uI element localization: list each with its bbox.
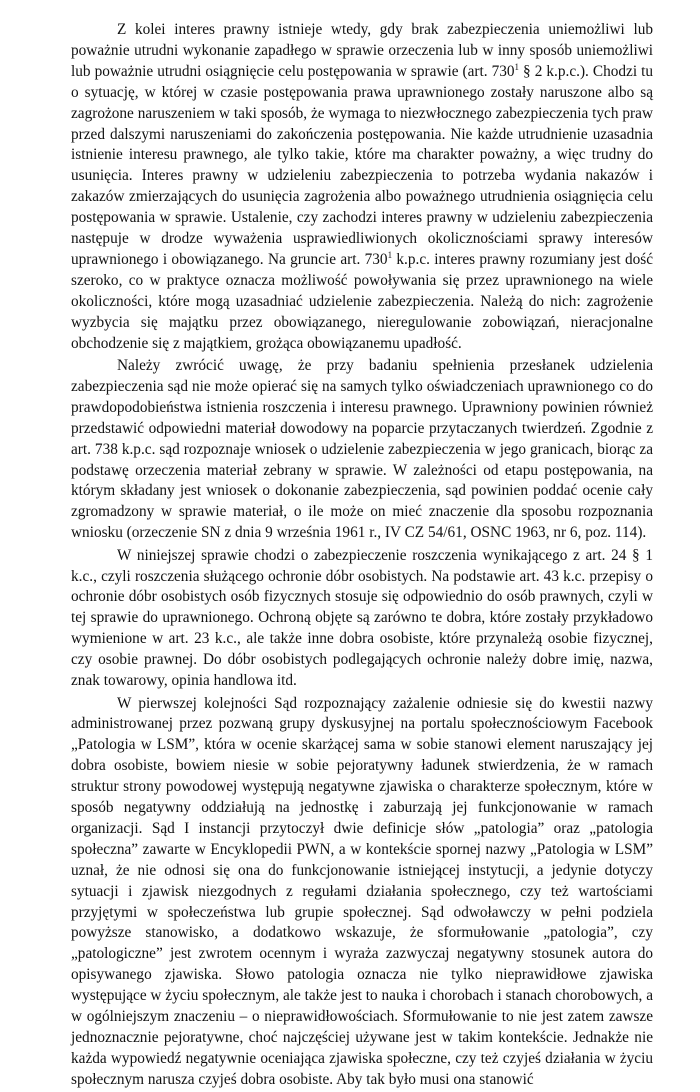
paragraph-2 bbox=[71, 356, 653, 544]
text-run: k.p.c. interes prawny rozumiany jest dość szeroko, co w praktyce oznacza możliwość powoływania się przez uprawnionego na wiele okoliczności, które mogą uzasadniać udzielenie zabezpieczenia. Należą do nich: zagrożenie wyzbycia się majątku przez obowiązanego, nieregulowanie zobowiązań, nieracjonalne obchodzenie się z majątkiem, grożąca obowiązanemu upadłość. bbox=[71, 250, 653, 352]
document-body bbox=[71, 20, 653, 1092]
superscript-number: 1 bbox=[514, 61, 520, 72]
paragraph-3 bbox=[71, 546, 653, 692]
text-run: W pierwszej kolejności Sąd rozpoznający zażalenie odniesie się do kwestii nazwy administrowanej przez pozwaną grupy dyskusyjnej na portalu społecznościowym Facebook „Patologia w LSM”, która w ocenie skarżącej sama w sobie stanowi element naruszający jej dobra osobiste, bowiem niesie w sobie pejoratywny ładunek stwierdzenia, że w ramach struktur strony powodowej występują negatywne zjawiska o charakterze społecznym, które w sposób negatywny oddziałują na jednostkę i zaburzają jej funkcjonowanie w ramach organizacji. Sąd I instancji przytoczył dwie definicje słów „patologia” oraz „patologia społeczna” zawarte w Encyklopedii PWN, a w kontekście spornej nazwy „Patologia w LSM” uznał, że nie odnosi się ona do funkcjonowanie istniejącej instytucji, a jedynie dotyczy sytuacji i zjawisk niezgodnych z regułami działania społecznego, czy też wartościami przyjętymi w społeczeństwa lub grupie społecznej. Sąd odwoławczy w pełni podziela powyższe stanowisko, a dodatkowo wskazuje, że sformułowanie „patologia”, czy „patologiczne” jest zwrotem ocennym i wyraża zazwyczaj negatywny stosunek autora do opisywanego zjawiska. Słowo patologia oznacza nie tylko nieprawidłowe zjawiska występujące w życiu społecznym, ale także jest to nauka i chorobach i stanach chorobowych, a w ogólniejszym znaczeniu – o nieprawidłowościach. Sformułowanie to nie jest zatem zawsze jednoznacznie pejoratywne, choć najczęściej używane jest w takim kontekście. Jednakże nie każda wypowiedź negatywnie oceniająca zjawiska społeczne, czy też czyjeś działania w życiu społecznym narusza czyjeś dobra osobiste. Aby tak było musi ona stanowić bbox=[71, 694, 653, 1088]
text-run: Należy zwrócić uwagę, że przy badaniu spełnienia przesłanek udzielenia zabezpieczenia sąd nie może opierać się na samych tylko oświadczeniach uprawnionego co do prawdopodobieństwa istnienia roszczenia i interesu prawnego. Uprawniony powinien również przedstawić odpowiedni materiał dowodowy na poparcie przytaczanych twierdzeń. Zgodnie z art. 738 k.p.c. sąd rozpoznaje wniosek o udzielenie zabezpieczenia w jego granicach, biorąc za podstawę orzeczenia materiał zebrany w sprawie. W zależności od etapu postępowania, na którym składany jest wniosek o dokonanie zabezpieczenia, sąd powinien poddać ocenie cały zgromadzony w sprawie materiał, o ile może on mieć znaczenie dla sposobu rozpoznania wniosku (orzeczenie SN z dnia 9 września 1961 r., IV CZ 54/61, OSNC 1963, nr 6, poz. 114). bbox=[71, 357, 653, 542]
paragraph-4 bbox=[71, 694, 653, 1091]
paragraph-1 bbox=[71, 20, 653, 355]
superscript-number: 1 bbox=[387, 249, 393, 260]
text-run: § 2 k.p.c.). Chodzi tu o sytuację, w której w czasie postępowania prawa uprawnionego zostały naruszone albo są zagrożone naruszeniem w taki sposób, że wymaga to niezwłocznego zabezpieczenia tych praw przed dalszymi naruszeniami do zakończenia postępowania. Nie każde utrudnienie uzasadnia istnienie interesu prawnego, ale tylko takie, które ma charakter poważny, a więc trudny do usunięcia. Interes prawny w udzieleniu zabezpieczenia to potrzeba wydania nakazów i zakazów zmierzających do usunięcia zagrożenia albo poważnego utrudnienia osiągnięcia celu postępowania w sprawie. Ustalenie, czy zachodzi interes prawny w udzieleniu zabezpieczenia następuje w drodze wyważenia usprawiedliwionych okolicznościami sprawy interesów uprawnionego i obowiązanego. Na gruncie art. 730 bbox=[71, 62, 653, 268]
text-run: Z kolei interes prawny istnieje wtedy, gdy brak zabezpieczenia uniemożliwi lub poważnie utrudni wykonanie zapadłego w sprawie orzeczenia lub w inny sposób uniemożliwi lub poważnie utrudni osiągnięcie celu postępowania w sprawie (art. 730 bbox=[71, 21, 653, 80]
text-run: W niniejszej sprawie chodzi o zabezpieczenie roszczenia wynikającego z art. 24 § 1 k.c., czyli roszczenia służącego ochronie dóbr osobistych. Na podstawie art. 43 k.c. przepisy o ochronie dóbr osobistych osób fizycznych stosuje się odpowiednio do osób prawnych, czyli w tej sprawie do uprawnionego. Ochroną objęte są zarówno te dobra, które zostały przykładowo wymienione w art. 23 k.c., ale także inne dobra osobiste, które przynależą osobie fizycznej, czy osobie prawnej. Do dóbr osobistych podlegających ochronie należy dobre imię, nazwa, znak towarowy, opinia handlowa itd. bbox=[71, 546, 653, 690]
